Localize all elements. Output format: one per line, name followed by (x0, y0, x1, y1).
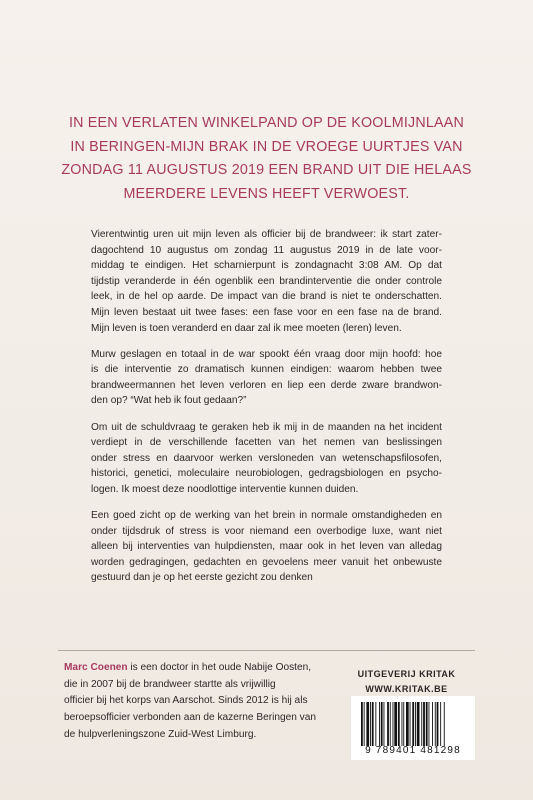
paragraph-1 (91, 227, 442, 336)
divider (58, 650, 475, 651)
barcode-bar (412, 702, 414, 746)
text-line: den op? “Wat heb ik fout gedaan?” (91, 395, 247, 407)
author-first-line (64, 660, 332, 677)
barcode-bar (402, 702, 403, 746)
text-line: onder tijdsdruk of stress is voor niemand een overbodige luxe, want niet (91, 525, 442, 537)
author-line: officier bij het korps van Aarschot. Sinds 2012 is hij als (64, 695, 308, 707)
isbn-barcode (351, 696, 475, 760)
text-line: gestuurd dan je op het eerste gezicht zou denken (91, 572, 313, 584)
text-line: verdiept in de verschillende facetten van het nemen van beslissingen (91, 437, 442, 449)
text-line: logen. Ik moest deze noodlottige interventie kunnen duiden. (91, 483, 359, 495)
barcode-bar (440, 702, 441, 746)
author-line: die in 2007 bij de brandweer startte als vrijwillig (64, 678, 276, 690)
barcode-bar (370, 702, 371, 746)
barcode-bar (387, 702, 389, 746)
author-line: de hulpverleningszone Zuid-West Limburg. (64, 728, 257, 740)
barcode-bar (372, 702, 374, 746)
text-line: Om uit de schuldvraag te geraken heb ik mij in de maanden na het incident (91, 421, 442, 433)
author-line: beroepsofficier verbonden aan de kazerne Beringen van (64, 712, 316, 724)
isbn-number: 9 789401 481298 (365, 745, 461, 756)
barcode-bar (421, 702, 422, 746)
paragraph-2 (91, 347, 442, 409)
text-line: Murw geslagen en totaal in de war spookt één vraag door mijn hoofd: hoe (91, 348, 442, 360)
barcode-bar (437, 702, 439, 746)
text-line: Vierentwintig uren uit mijn leven als officier bij de brandweer: ik start zater- (91, 229, 442, 240)
text-line: alleen bij interventies van hulpdiensten, maar ook in het leven van alledag (91, 541, 442, 553)
paragraph-3 (91, 420, 442, 498)
intro-line: ZONDAG 11 AUGUSTUS 2019 EEN BRAND UIT DIE HELAAS (61, 162, 472, 178)
text-line: Mijn leven is toen veranderd en daar zal ik mee moeten (leren) leven. (91, 322, 402, 334)
barcode-bar (398, 702, 400, 746)
barcode-bar (364, 702, 365, 746)
barcode-bar (426, 702, 428, 746)
text-line: historici, genetici, moleculaire neurobiologen, gedragsbiologen en psycho- (91, 468, 442, 480)
barcode-bar (444, 702, 445, 746)
barcode-bar (379, 702, 380, 746)
barcode-bar (394, 702, 397, 746)
barcode-bar (432, 702, 433, 746)
text-line: onder stress en daarvoor werken versloneden van wetenschapsfilosofen, (91, 452, 442, 464)
author-bio (64, 660, 332, 744)
text-line: tijdstip veranderde in één ogenblik een brandinterventie die onder controle (91, 275, 442, 287)
barcode-bar (417, 702, 420, 746)
barcode-bar (406, 702, 409, 746)
barcode-bar (429, 702, 430, 746)
text-line: leek, in de hel op aarde. De impact van die brand is niet te onderschatten. (91, 291, 442, 303)
author-name: Marc Coenen (64, 662, 128, 673)
author-first-line-rest: is een doctor in het oude Nabije Oosten, (127, 662, 312, 673)
text-line: worden gedragingen, gedachten en gevoelens meer vanuit het onbewuste (91, 556, 442, 568)
intro-blurb (40, 112, 493, 206)
text-line: middag te eindigen. Het scharnierpunt is zondagnacht 3:08 AM. Op dat (91, 260, 442, 272)
barcode-bar (366, 702, 369, 746)
barcode-bar (384, 702, 385, 746)
barcode-bar (410, 702, 411, 746)
paragraph-4 (91, 508, 442, 586)
text-line: is die interventie zo dramatisch kunnen eindigen: waarom hebben twee (91, 364, 442, 376)
text-line: Een goed zicht op de werking van het brein in normale omstandigheden en (91, 510, 442, 521)
barcode-bar (403, 702, 404, 746)
intro-line: IN EEN VERLATEN WINKELPAND OP DE KOOLMIJNLAAN (68, 115, 465, 131)
intro-line: MEERDERE LEVENS HEEFT VERWOEST. (123, 185, 410, 202)
publisher-info (354, 667, 459, 696)
intro-line: IN BERINGEN-MIJN BRAK IN DE VROEGE UURTJES VAN (70, 138, 463, 155)
publisher-website[interactable]: WWW.KRITAK.BE (365, 683, 448, 694)
barcode-bar (381, 702, 383, 746)
text-line: brandweermannen het leven verloren en liep een derde zware brandwon- (91, 379, 442, 391)
barcode-bar (415, 702, 416, 746)
text-line: dagochtend 10 augustus om zondag 11 augustus 2019 in de late voor- (91, 244, 442, 256)
barcode-bar (435, 702, 436, 746)
barcode-bar (375, 702, 376, 746)
barcode-bar (423, 702, 425, 746)
barcode-bar (393, 702, 394, 746)
publisher-name: UITGEVERIJ KRITAK (357, 669, 456, 679)
barcode-bar (390, 702, 391, 746)
barcode-bar (361, 702, 363, 746)
barcode-icon (361, 702, 465, 746)
body-text (91, 227, 442, 596)
text-line: Mijn leven bestaat uit twee fases: een fase voor en een fase na de brand. (91, 306, 442, 318)
